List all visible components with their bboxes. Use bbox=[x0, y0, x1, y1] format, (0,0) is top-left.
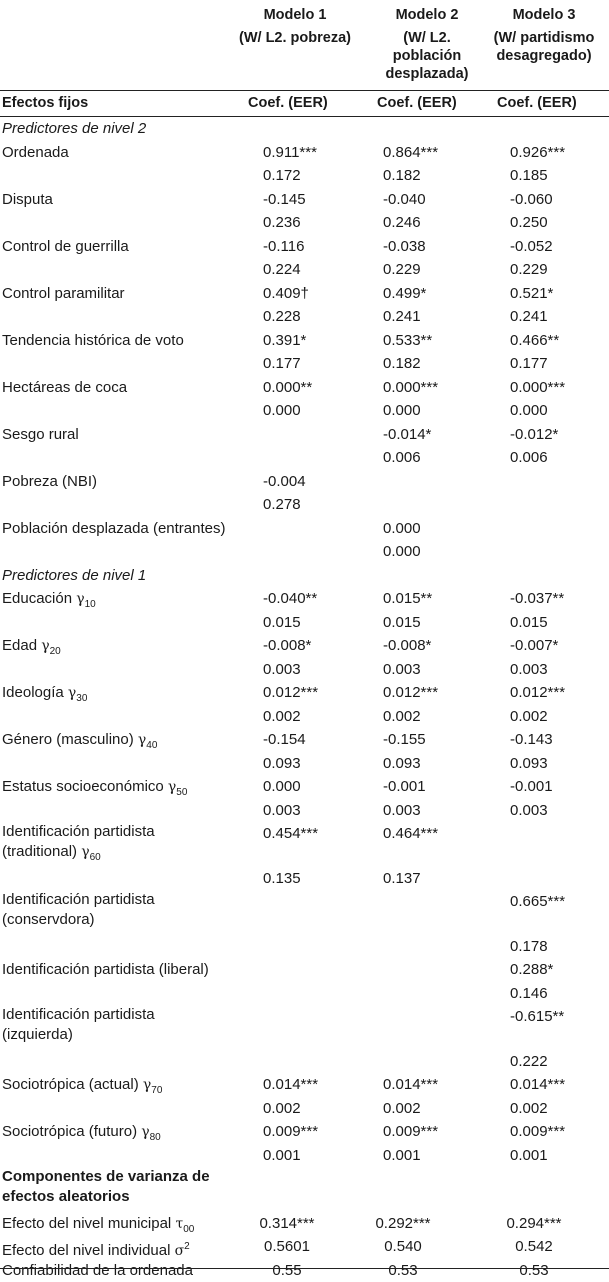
se-row bbox=[0, 867, 609, 890]
cell-modelo-3: 0.926*** bbox=[510, 143, 566, 161]
cell-modelo-3: 0.521* bbox=[510, 284, 554, 302]
cell-modelo-2: 0.001 bbox=[383, 1146, 421, 1164]
table-row bbox=[0, 958, 609, 981]
cell-modelo-2: 0.000*** bbox=[383, 378, 439, 396]
cell-modelo-3: 0.53 bbox=[519, 1261, 549, 1279]
cell-modelo-2: 0.003 bbox=[383, 660, 421, 678]
cell-modelo-3: 0.014*** bbox=[510, 1076, 566, 1093]
se-row bbox=[0, 1144, 609, 1167]
row-label: Ordenada bbox=[2, 143, 69, 161]
cell-modelo-2: 0.499* bbox=[383, 284, 427, 302]
cell-modelo-3: -0.143 bbox=[510, 731, 553, 748]
row-label: Población desplazada (entrantes) bbox=[2, 519, 226, 537]
se-row bbox=[0, 446, 609, 469]
row-label: Identificación partidista (conservdora) bbox=[2, 891, 155, 928]
col-desc: (W/ L2. bbox=[403, 30, 451, 46]
cell-modelo-2: -0.008* bbox=[383, 637, 432, 654]
table-row bbox=[0, 376, 609, 399]
row-label: Componentes de varianza de efectos aleatorios bbox=[2, 1168, 210, 1205]
cell-modelo-3: 0.665*** bbox=[510, 893, 566, 910]
cell-modelo-1: 0.228 bbox=[263, 308, 301, 325]
cell-modelo-2: 0.012*** bbox=[383, 684, 439, 701]
cell-modelo-1: -0.040** bbox=[263, 590, 318, 607]
cell-modelo-3: 0.002 bbox=[510, 1099, 548, 1117]
cell-modelo-1: 0.001 bbox=[263, 1146, 301, 1164]
cell-modelo-1: 0.000 bbox=[263, 402, 301, 419]
fixed-effects-heading: Efectos fijos bbox=[2, 95, 89, 111]
cell-modelo-2: 0.292*** bbox=[375, 1214, 431, 1232]
header-divider bbox=[0, 90, 609, 91]
row-label: Confiabilidad de la ordenada bbox=[2, 1261, 193, 1279]
cell-modelo-1: -0.145 bbox=[263, 190, 306, 208]
cell-modelo-3: 0.222 bbox=[510, 1052, 548, 1070]
cell-modelo-3: 0.185 bbox=[510, 167, 548, 184]
se-row bbox=[0, 799, 609, 822]
cell-modelo-1: 0.391* bbox=[263, 331, 307, 349]
col-header-modelo-1 bbox=[222, 6, 368, 47]
se-row bbox=[0, 752, 609, 775]
table-row bbox=[0, 634, 609, 657]
table-row bbox=[0, 1259, 609, 1282]
cell-modelo-2: 0.015 bbox=[383, 613, 421, 631]
col-title: Modelo 2 bbox=[395, 7, 459, 23]
se-row bbox=[0, 935, 609, 958]
table-row bbox=[0, 822, 609, 863]
cell-modelo-3: 0.012*** bbox=[510, 684, 566, 701]
cell-modelo-1: 0.454*** bbox=[263, 825, 319, 842]
coef-header-1: Coef. (EER) bbox=[248, 95, 328, 111]
se-row bbox=[0, 540, 609, 563]
se-row bbox=[0, 982, 609, 1005]
se-row bbox=[0, 211, 609, 234]
se-row bbox=[0, 493, 609, 516]
cell-modelo-1: 0.003 bbox=[263, 660, 301, 678]
se-row bbox=[0, 258, 609, 281]
table-row bbox=[0, 329, 609, 352]
cell-modelo-1: 0.177 bbox=[263, 355, 301, 372]
cell-modelo-2: 0.864*** bbox=[383, 143, 439, 161]
cell-modelo-1: 0.911*** bbox=[263, 143, 317, 161]
row-label: Predictores de nivel 1 bbox=[2, 566, 147, 584]
cell-modelo-1: 0.278 bbox=[263, 496, 301, 513]
cell-modelo-1: 0.5601 bbox=[264, 1238, 310, 1255]
cell-modelo-2: 0.015** bbox=[383, 590, 433, 607]
col-header-modelo-2 bbox=[374, 6, 480, 83]
cell-modelo-1: 0.55 bbox=[272, 1261, 302, 1279]
table-row bbox=[0, 587, 609, 610]
cell-modelo-2: -0.040 bbox=[383, 190, 426, 208]
cell-modelo-3: 0.006 bbox=[510, 449, 548, 466]
row-label: Control de guerrilla bbox=[2, 237, 129, 255]
cell-modelo-2: 0.182 bbox=[383, 355, 421, 372]
cell-modelo-3: -0.060 bbox=[510, 190, 553, 208]
cell-modelo-2: 0.014*** bbox=[383, 1076, 439, 1093]
table-row bbox=[0, 728, 609, 751]
cell-modelo-3: -0.615** bbox=[510, 1008, 565, 1025]
table-row bbox=[0, 1235, 609, 1258]
cell-modelo-1: 0.002 bbox=[263, 1099, 301, 1117]
row-label: Edad $\gamma_{20}$ bbox=[2, 637, 61, 657]
cell-modelo-3: 0.003 bbox=[510, 801, 548, 819]
cell-modelo-3: 0.178 bbox=[510, 937, 548, 955]
col-desc: población bbox=[392, 48, 462, 64]
col-header-modelo-3 bbox=[482, 6, 606, 65]
se-row bbox=[0, 164, 609, 187]
cell-modelo-2: 0.182 bbox=[383, 167, 421, 184]
col-desc: (W/ partidismo bbox=[493, 30, 595, 46]
col-desc: desplazada) bbox=[385, 66, 469, 82]
cell-modelo-1: 0.012*** bbox=[263, 684, 319, 701]
table-row bbox=[0, 235, 609, 258]
row-label: Efecto del nivel individual $\sigma^2$ bbox=[2, 1241, 190, 1259]
cell-modelo-3: 0.177 bbox=[510, 355, 548, 372]
row-label: Sesgo rural bbox=[2, 425, 79, 443]
row-label: Hectáreas de coca bbox=[2, 378, 128, 396]
cell-modelo-1: -0.008* bbox=[263, 637, 312, 654]
row-label: Efecto del nivel municipal $\tau_{00}$ bbox=[2, 1214, 195, 1235]
se-row bbox=[0, 1097, 609, 1120]
cell-modelo-3: 0.542 bbox=[515, 1238, 553, 1255]
cell-modelo-2: 0.000 bbox=[383, 543, 421, 560]
cell-modelo-3: 0.000 bbox=[510, 402, 548, 419]
row-label: Identificación partidista (liberal) bbox=[2, 961, 209, 978]
cell-modelo-2: 0.000 bbox=[383, 519, 421, 537]
col-title: Modelo 3 bbox=[512, 7, 576, 23]
section-heading bbox=[0, 564, 609, 587]
table-bottom-rule bbox=[0, 1268, 609, 1269]
table-row bbox=[0, 517, 609, 540]
col-desc: (W/ L2. pobreza) bbox=[239, 30, 351, 46]
cell-modelo-3: 0.146 bbox=[510, 984, 548, 1002]
se-row bbox=[0, 1050, 609, 1073]
row-label: Pobreza (NBI) bbox=[2, 472, 98, 490]
cell-modelo-2: 0.241 bbox=[383, 308, 421, 325]
table-row bbox=[0, 1212, 609, 1235]
cell-modelo-2: 0.002 bbox=[383, 707, 421, 725]
cell-modelo-2: 0.137 bbox=[383, 869, 421, 887]
cell-modelo-2: 0.093 bbox=[383, 754, 421, 772]
cell-modelo-2: 0.533** bbox=[383, 331, 433, 349]
row-label: Predictores de nivel 2 bbox=[2, 120, 147, 137]
cell-modelo-3: -0.007* bbox=[510, 637, 559, 654]
cell-modelo-2: 0.53 bbox=[388, 1261, 418, 1279]
cell-modelo-3: 0.229 bbox=[510, 261, 548, 278]
cell-modelo-2: -0.155 bbox=[383, 731, 426, 748]
cell-modelo-3: 0.003 bbox=[510, 660, 548, 678]
cell-modelo-1: 0.015 bbox=[263, 613, 301, 631]
cell-modelo-3: -0.012* bbox=[510, 425, 559, 443]
table-row bbox=[0, 681, 609, 704]
col-title: Modelo 1 bbox=[263, 7, 327, 23]
cell-modelo-1: 0.236 bbox=[263, 214, 301, 231]
cell-modelo-1: -0.154 bbox=[263, 731, 306, 748]
cell-modelo-2: 0.003 bbox=[383, 801, 421, 819]
cell-modelo-2: 0.229 bbox=[383, 261, 421, 278]
cell-modelo-2: -0.001 bbox=[383, 778, 426, 795]
cell-modelo-1: 0.003 bbox=[263, 801, 301, 819]
se-row bbox=[0, 352, 609, 375]
cell-modelo-3: 0.015 bbox=[510, 613, 548, 631]
cell-modelo-2: -0.014* bbox=[383, 425, 432, 443]
cell-modelo-3: 0.294*** bbox=[506, 1214, 562, 1232]
cell-modelo-1: -0.116 bbox=[263, 237, 305, 255]
row-label: Tendencia histórica de voto bbox=[2, 331, 184, 349]
row-label: Disputa bbox=[2, 190, 53, 208]
cell-modelo-1: 0.172 bbox=[263, 167, 301, 184]
row-label: Sociotrópica (futuro) $\gamma_{80}$ bbox=[2, 1123, 161, 1143]
cell-modelo-1: 0.093 bbox=[263, 754, 301, 772]
cell-modelo-1: 0.224 bbox=[263, 261, 301, 278]
row-label: Identificación partidista (traditional) $\gamma_{60}$ bbox=[2, 823, 155, 863]
row-label: Género (masculino) $\gamma_{40}$ bbox=[2, 731, 158, 751]
cell-modelo-3: 0.002 bbox=[510, 707, 548, 725]
variance-heading bbox=[0, 1167, 609, 1205]
row-label: Identificación partidista (izquierda) bbox=[2, 1006, 155, 1043]
se-row bbox=[0, 658, 609, 681]
row-label: Sociotrópica (actual) $\gamma_{70}$ bbox=[2, 1076, 163, 1096]
cell-modelo-1: 0.135 bbox=[263, 869, 301, 887]
cell-modelo-3: 0.288* bbox=[510, 961, 554, 978]
table-row bbox=[0, 282, 609, 305]
cell-modelo-1: 0.002 bbox=[263, 707, 301, 725]
table-row bbox=[0, 141, 609, 164]
cell-modelo-3: -0.037** bbox=[510, 590, 565, 607]
cell-modelo-2: 0.540 bbox=[384, 1238, 422, 1255]
se-row bbox=[0, 305, 609, 328]
coef-header-3: Coef. (EER) bbox=[497, 95, 577, 111]
cell-modelo-3: 0.000*** bbox=[510, 378, 566, 396]
table-row bbox=[0, 1073, 609, 1096]
section-heading bbox=[0, 117, 609, 140]
table-row bbox=[0, 775, 609, 798]
cell-modelo-3: 0.093 bbox=[510, 754, 548, 772]
cell-modelo-1: 0.014*** bbox=[263, 1076, 319, 1093]
cell-modelo-3: 0.001 bbox=[510, 1146, 548, 1164]
table-row bbox=[0, 1005, 609, 1043]
cell-modelo-2: 0.009*** bbox=[383, 1123, 439, 1140]
table-row bbox=[0, 1120, 609, 1143]
se-row bbox=[0, 399, 609, 422]
table-row bbox=[0, 423, 609, 446]
cell-modelo-1: -0.004 bbox=[263, 472, 306, 490]
cell-modelo-2: 0.246 bbox=[383, 214, 421, 231]
row-label: Ideología $\gamma_{30}$ bbox=[2, 684, 88, 704]
cell-modelo-2: 0.002 bbox=[383, 1099, 421, 1117]
cell-modelo-1: 0.000** bbox=[263, 378, 313, 396]
col-desc: desagregado) bbox=[496, 48, 592, 64]
cell-modelo-3: 0.250 bbox=[510, 214, 548, 231]
table-row bbox=[0, 470, 609, 493]
cell-modelo-1: 0.314*** bbox=[259, 1214, 315, 1232]
cell-modelo-2: -0.038 bbox=[383, 237, 426, 255]
cell-modelo-1: 0.409† bbox=[263, 284, 309, 302]
coef-header-2: Coef. (EER) bbox=[377, 95, 457, 111]
row-label: Estatus socioeconómico $\gamma_{50}$ bbox=[2, 778, 188, 798]
table-row bbox=[0, 890, 609, 928]
cell-modelo-2: 0.000 bbox=[383, 402, 421, 419]
cell-modelo-3: 0.466** bbox=[510, 331, 560, 349]
se-row bbox=[0, 611, 609, 634]
cell-modelo-1: 0.000 bbox=[263, 778, 301, 795]
cell-modelo-2: 0.006 bbox=[383, 449, 421, 466]
cell-modelo-3: 0.241 bbox=[510, 308, 548, 325]
row-label: Control paramilitar bbox=[2, 284, 125, 302]
cell-modelo-1: 0.009*** bbox=[263, 1123, 319, 1140]
table-row bbox=[0, 188, 609, 211]
cell-modelo-3: -0.001 bbox=[510, 778, 553, 795]
cell-modelo-3: -0.052 bbox=[510, 237, 553, 255]
row-label: Educación $\gamma_{10}$ bbox=[2, 590, 96, 610]
cell-modelo-2: 0.464*** bbox=[383, 825, 439, 842]
cell-modelo-3: 0.009*** bbox=[510, 1123, 566, 1140]
se-row bbox=[0, 705, 609, 728]
